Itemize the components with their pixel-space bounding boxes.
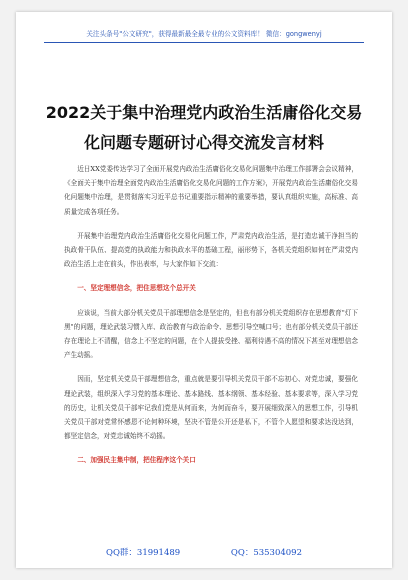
- title-line-1: 2022关于集中治理党内政治生活庸俗化交易: [45, 103, 363, 122]
- header-divider: [44, 42, 364, 43]
- section-heading-2: 二、加强民主集中制，把住程序这个关口: [77, 456, 196, 465]
- paragraph-intro: 近日XX党委传达学习了全面开展党内政治生活庸俗化交易化问题集中治理工作部署会会议精神，《全面关于集中治理全面党内政治生活庸俗化交易化问题的工作方案》，开展党内政治生活庸俗化交易化问题集中治理，是贯彻落实习近平总书记重要指示精神的重要举措，要认真组织实施，高标准、高质量完成各项任务。: [64, 165, 358, 216]
- footer-contact: [16, 546, 392, 558]
- footer-qq-group: QQ群：31991489: [105, 548, 181, 558]
- document-body: [64, 162, 358, 478]
- paragraph-purpose: 开展集中治理党内政治生活庸俗化交易化问题工作，严肃党内政治生活，是打造忠诚干净担当的执政骨干队伍、提高党的执政能力和执政水平的基础工程，丽形势下，各机关党组织如何在严肃党内政治生活上走在前头，作出表率，与大家作如下交流：: [64, 231, 358, 269]
- document-title: [36, 98, 372, 158]
- header-banner[interactable]: 关注头条号"公文研究"，获得最新最全最专业的公文资料库！ 微信：gongwenyj: [86, 30, 322, 38]
- footer-qq: QQ：535304092: [230, 548, 302, 558]
- paragraph-measures: 因而，坚定机关党员干部理想信念，重点就是要引导机关党员干部不忘初心、对党忠诚，要强化理论武装，组织深入学习党的基本理论、基本路线、基本纲领、基本经验、基本要求等，深入学习党的历史，让机关党员干部牢记我们党是从何而来，为何而奋斗，要开展细致深入的思想工作，引导机关党员干部对党常怀感恩不论何种环境，坚决不管是公开还是私下，不管个人愿望和要求达没达到，都坚定信念，对党忠诚始终不动摇。: [64, 375, 358, 441]
- title-line-2: 化问题专题研讨心得交流发言材料: [83, 133, 324, 152]
- section-heading-1: 一、坚定理想信念，把住思想这个总开关: [77, 284, 196, 293]
- document-page: [16, 12, 392, 568]
- paragraph-situation: 应该说，当前大部分机关党员干部理想信念是坚定的，但也有部分机关党组织存在思想教育"灯下黑"的问题，理论武装习惯入库、政治教育与政治命令、思想引导空喊口号；也有部分机关党员干部还存在理论上不清醒，信念上不坚定的问题，在个人提拔受挫、福利待遇不高的情况下甚至对理想信念产生动摇。: [64, 308, 358, 360]
